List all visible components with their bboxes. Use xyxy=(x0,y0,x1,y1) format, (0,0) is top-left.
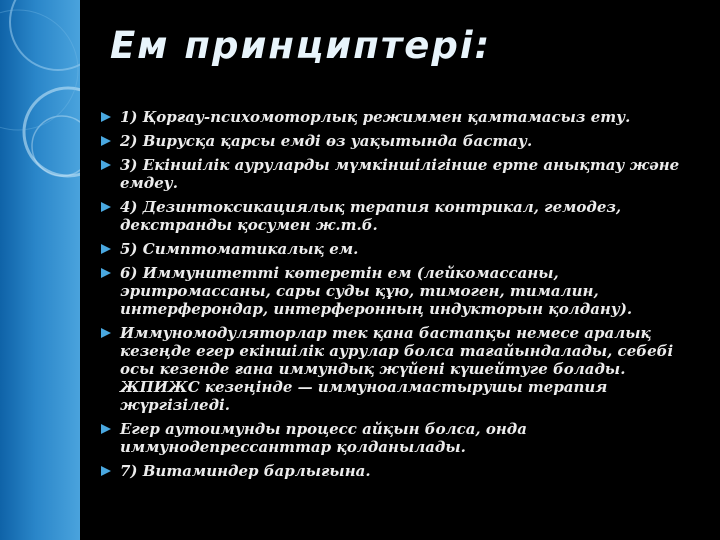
slide-title: Ем принциптері: xyxy=(110,24,492,67)
bullet-text: 5) Симптоматикалық ем. xyxy=(120,240,359,258)
blue-arrow-bullet-icon xyxy=(100,465,112,477)
bullet-item xyxy=(100,156,690,192)
bullet-text: 2) Вирусқа қарсы емді өз уақытында бастау. xyxy=(120,132,533,150)
bullet-item xyxy=(100,324,690,414)
bullet-list xyxy=(100,108,690,486)
bullet-item xyxy=(100,420,690,456)
blue-arrow-bullet-icon xyxy=(100,135,112,147)
bullet-item xyxy=(100,462,690,480)
bullet-text: 3) Екіншілік ауруларды мүмкіншілігінше ерте анықтау және емдеу. xyxy=(120,156,680,192)
blue-arrow-bullet-icon xyxy=(100,267,112,279)
bullet-item xyxy=(100,108,690,126)
blue-arrow-bullet-icon xyxy=(100,423,112,435)
bullet-text: Егер аутоимунды процесс айқын болса, онда иммунодепрессанттар қолданылады. xyxy=(120,420,527,456)
decorative-rings xyxy=(0,0,80,540)
decorative-side-panel xyxy=(0,0,80,540)
bullet-text: Иммуномодуляторлар тек қана бастапқы немесе аралық кезеңде егер екіншілік аурулар болса тағайындалады, себебі осы кезенде ғана иммундық жүйені күшейтуге болады. ЖПИЖС кезеңінде — иммуноалмастырушы терапия жүргізіледі. xyxy=(120,324,674,414)
blue-arrow-bullet-icon xyxy=(100,201,112,213)
bullet-item xyxy=(100,132,690,150)
blue-arrow-bullet-icon xyxy=(100,111,112,123)
blue-arrow-bullet-icon xyxy=(100,243,112,255)
bullet-item xyxy=(100,240,690,258)
bullet-text: 6) Иммунитетті көтеретін ем (лейкомассаны, эритромассаны, сары суды құю, тимоген, тималин, интерферондар, интерферонның индукторын қолдану). xyxy=(120,264,633,318)
bullet-item xyxy=(100,264,690,318)
bullet-text: 7) Витаминдер барлығына. xyxy=(120,462,371,480)
blue-arrow-bullet-icon xyxy=(100,159,112,171)
bullet-item xyxy=(100,198,690,234)
bullet-text: 4) Дезинтоксикациялық терапия контрикал, гемодез, декстранды қосумен ж.т.б. xyxy=(120,198,622,234)
blue-arrow-bullet-icon xyxy=(100,327,112,339)
bullet-text: 1) Қорғау-психомоторлық режиммен қамтамасыз ету. xyxy=(120,108,631,126)
